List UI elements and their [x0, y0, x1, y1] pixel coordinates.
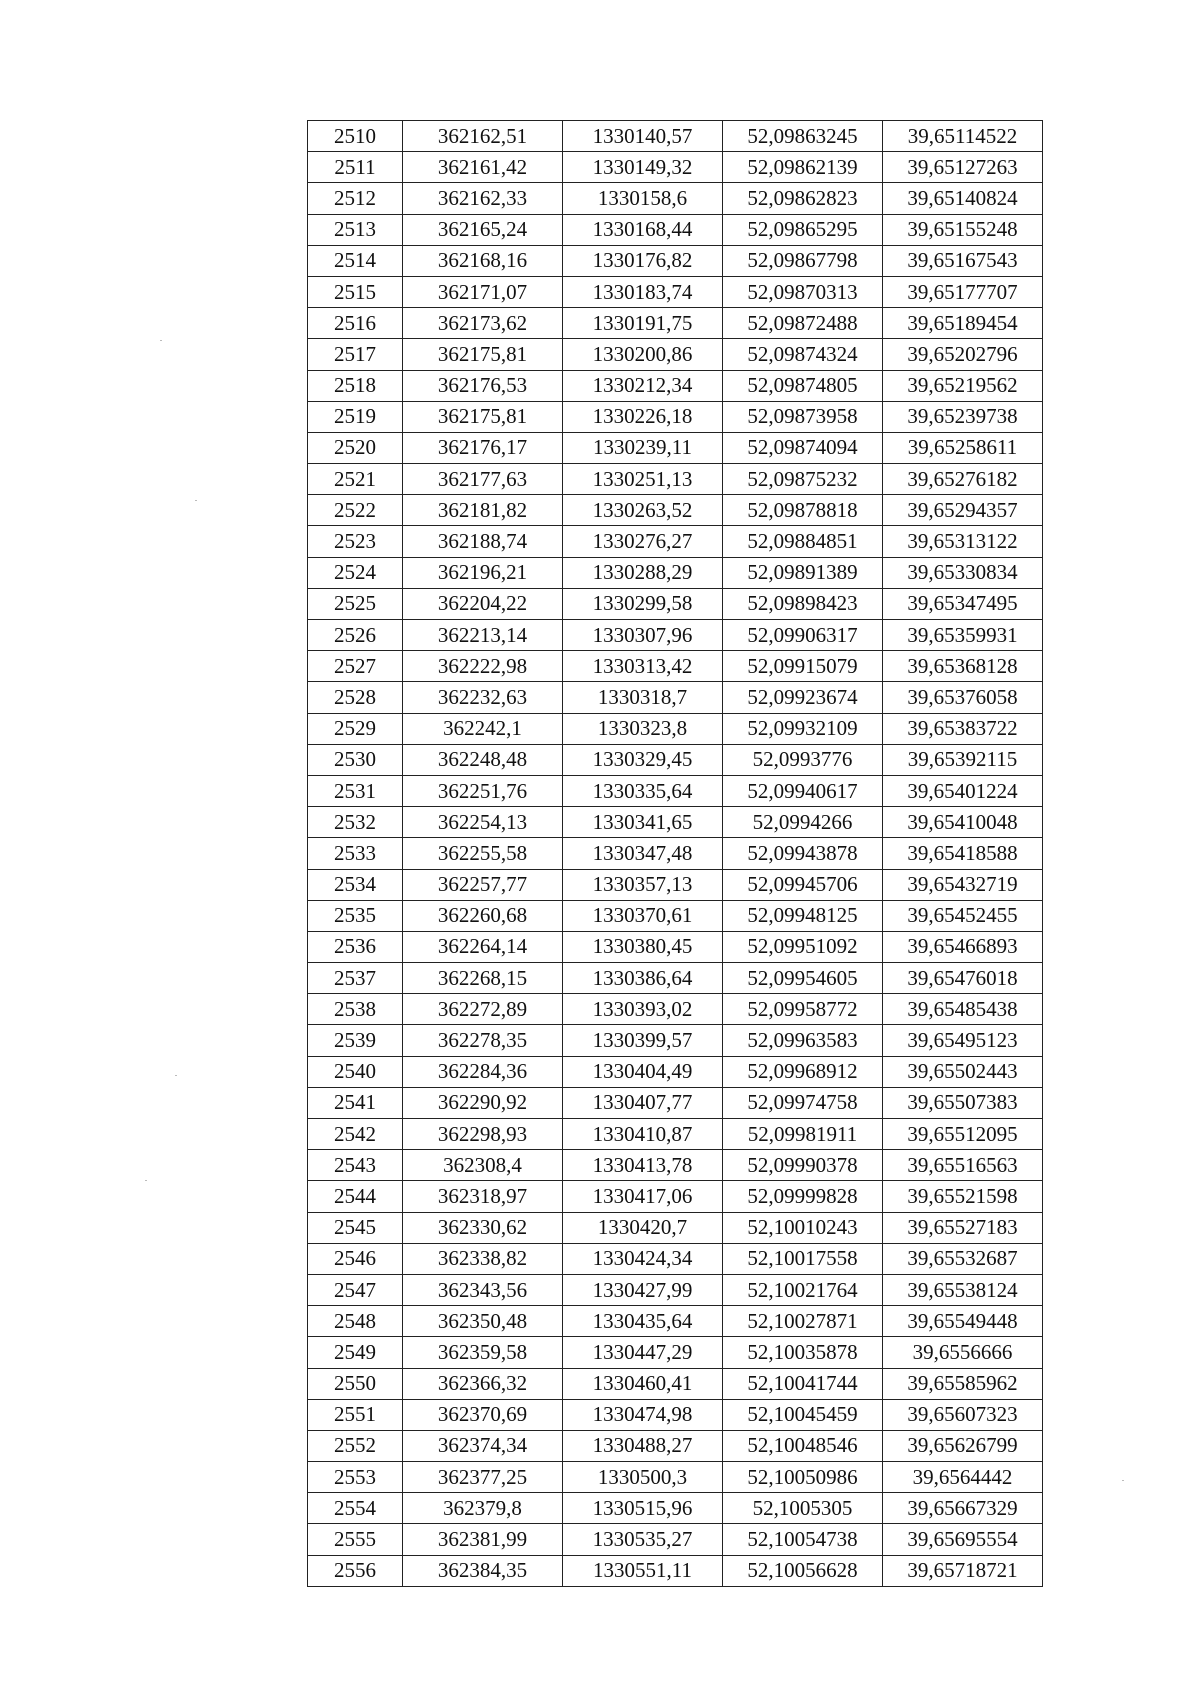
- longitude-cell: 39,65585962: [883, 1368, 1043, 1399]
- point-number-cell: 2538: [308, 994, 403, 1025]
- y-coordinate-cell: 1330329,45: [563, 744, 723, 775]
- table-row: [308, 401, 1043, 432]
- point-number-cell: 2526: [308, 620, 403, 651]
- point-number-cell: 2541: [308, 1087, 403, 1118]
- latitude-cell: 52,09915079: [723, 651, 883, 682]
- longitude-cell: 39,65607323: [883, 1399, 1043, 1430]
- table-row: [308, 807, 1043, 838]
- y-coordinate-cell: 1330226,18: [563, 401, 723, 432]
- point-number-cell: 2547: [308, 1274, 403, 1305]
- table-row: [308, 557, 1043, 588]
- table-row: [308, 1243, 1043, 1274]
- latitude-cell: 52,09951092: [723, 931, 883, 962]
- y-coordinate-cell: 1330447,29: [563, 1337, 723, 1368]
- x-coordinate-cell: 362381,99: [403, 1524, 563, 1555]
- longitude-cell: 39,65718721: [883, 1555, 1043, 1586]
- x-coordinate-cell: 362175,81: [403, 401, 563, 432]
- x-coordinate-cell: 362330,62: [403, 1212, 563, 1243]
- point-number-cell: 2537: [308, 963, 403, 994]
- longitude-cell: 39,65219562: [883, 370, 1043, 401]
- latitude-cell: 52,09974758: [723, 1087, 883, 1118]
- point-number-cell: 2517: [308, 339, 403, 370]
- point-number-cell: 2550: [308, 1368, 403, 1399]
- point-number-cell: 2554: [308, 1493, 403, 1524]
- latitude-cell: 52,10045459: [723, 1399, 883, 1430]
- latitude-cell: 52,09867798: [723, 245, 883, 276]
- longitude-cell: 39,65127263: [883, 152, 1043, 183]
- table-row: [308, 183, 1043, 214]
- point-number-cell: 2544: [308, 1181, 403, 1212]
- latitude-cell: 52,09870313: [723, 276, 883, 307]
- latitude-cell: 52,10035878: [723, 1337, 883, 1368]
- scan-speck: [1122, 1480, 1124, 1481]
- latitude-cell: 52,09981911: [723, 1119, 883, 1150]
- x-coordinate-cell: 362350,48: [403, 1306, 563, 1337]
- x-coordinate-cell: 362176,17: [403, 432, 563, 463]
- table-row: [308, 214, 1043, 245]
- x-coordinate-cell: 362181,82: [403, 495, 563, 526]
- point-number-cell: 2514: [308, 245, 403, 276]
- table-row: [308, 464, 1043, 495]
- longitude-cell: 39,65276182: [883, 464, 1043, 495]
- point-number-cell: 2539: [308, 1025, 403, 1056]
- point-number-cell: 2548: [308, 1306, 403, 1337]
- longitude-cell: 39,65376058: [883, 682, 1043, 713]
- longitude-cell: 39,65239738: [883, 401, 1043, 432]
- table-row: [308, 775, 1043, 806]
- x-coordinate-cell: 362251,76: [403, 775, 563, 806]
- x-coordinate-cell: 362308,4: [403, 1150, 563, 1181]
- y-coordinate-cell: 1330318,7: [563, 682, 723, 713]
- latitude-cell: 52,09906317: [723, 620, 883, 651]
- table-row: [308, 1306, 1043, 1337]
- x-coordinate-cell: 362338,82: [403, 1243, 563, 1274]
- point-number-cell: 2555: [308, 1524, 403, 1555]
- x-coordinate-cell: 362377,25: [403, 1462, 563, 1493]
- y-coordinate-cell: 1330370,61: [563, 900, 723, 931]
- latitude-cell: 52,09862139: [723, 152, 883, 183]
- point-number-cell: 2529: [308, 713, 403, 744]
- y-coordinate-cell: 1330460,41: [563, 1368, 723, 1399]
- latitude-cell: 52,09872488: [723, 308, 883, 339]
- latitude-cell: 52,09923674: [723, 682, 883, 713]
- coordinates-table: [307, 120, 1043, 1587]
- table-row: [308, 308, 1043, 339]
- y-coordinate-cell: 1330404,49: [563, 1056, 723, 1087]
- x-coordinate-cell: 362176,53: [403, 370, 563, 401]
- y-coordinate-cell: 1330407,77: [563, 1087, 723, 1118]
- table-row: [308, 900, 1043, 931]
- latitude-cell: 52,09963583: [723, 1025, 883, 1056]
- latitude-cell: 52,10054738: [723, 1524, 883, 1555]
- y-coordinate-cell: 1330410,87: [563, 1119, 723, 1150]
- latitude-cell: 52,09943878: [723, 838, 883, 869]
- table-row: [308, 994, 1043, 1025]
- longitude-cell: 39,65294357: [883, 495, 1043, 526]
- x-coordinate-cell: 362196,21: [403, 557, 563, 588]
- y-coordinate-cell: 1330435,64: [563, 1306, 723, 1337]
- point-number-cell: 2530: [308, 744, 403, 775]
- latitude-cell: 52,10010243: [723, 1212, 883, 1243]
- y-coordinate-cell: 1330307,96: [563, 620, 723, 651]
- x-coordinate-cell: 362162,51: [403, 121, 563, 152]
- y-coordinate-cell: 1330347,48: [563, 838, 723, 869]
- longitude-cell: 39,65140824: [883, 183, 1043, 214]
- y-coordinate-cell: 1330357,13: [563, 869, 723, 900]
- x-coordinate-cell: 362278,35: [403, 1025, 563, 1056]
- table-row: [308, 1430, 1043, 1461]
- y-coordinate-cell: 1330288,29: [563, 557, 723, 588]
- x-coordinate-cell: 362213,14: [403, 620, 563, 651]
- table-row: [308, 1399, 1043, 1430]
- table-row: [308, 121, 1043, 152]
- y-coordinate-cell: 1330176,82: [563, 245, 723, 276]
- longitude-cell: 39,65495123: [883, 1025, 1043, 1056]
- x-coordinate-cell: 362254,13: [403, 807, 563, 838]
- point-number-cell: 2524: [308, 557, 403, 588]
- latitude-cell: 52,09874805: [723, 370, 883, 401]
- x-coordinate-cell: 362272,89: [403, 994, 563, 1025]
- longitude-cell: 39,65521598: [883, 1181, 1043, 1212]
- latitude-cell: 52,09884851: [723, 526, 883, 557]
- y-coordinate-cell: 1330427,99: [563, 1274, 723, 1305]
- point-number-cell: 2511: [308, 152, 403, 183]
- point-number-cell: 2552: [308, 1430, 403, 1461]
- point-number-cell: 2525: [308, 588, 403, 619]
- x-coordinate-cell: 362165,24: [403, 214, 563, 245]
- y-coordinate-cell: 1330488,27: [563, 1430, 723, 1461]
- point-number-cell: 2553: [308, 1462, 403, 1493]
- y-coordinate-cell: 1330251,13: [563, 464, 723, 495]
- longitude-cell: 39,65695554: [883, 1524, 1043, 1555]
- y-coordinate-cell: 1330158,6: [563, 183, 723, 214]
- table-row: [308, 1119, 1043, 1150]
- latitude-cell: 52,09932109: [723, 713, 883, 744]
- latitude-cell: 52,10050986: [723, 1462, 883, 1493]
- table-row: [308, 1524, 1043, 1555]
- point-number-cell: 2533: [308, 838, 403, 869]
- point-number-cell: 2540: [308, 1056, 403, 1087]
- x-coordinate-cell: 362171,07: [403, 276, 563, 307]
- table-row: [308, 651, 1043, 682]
- latitude-cell: 52,0994266: [723, 807, 883, 838]
- point-number-cell: 2516: [308, 308, 403, 339]
- latitude-cell: 52,09878818: [723, 495, 883, 526]
- table-row: [308, 495, 1043, 526]
- x-coordinate-cell: 362242,1: [403, 713, 563, 744]
- x-coordinate-cell: 362175,81: [403, 339, 563, 370]
- x-coordinate-cell: 362343,56: [403, 1274, 563, 1305]
- latitude-cell: 52,0993776: [723, 744, 883, 775]
- latitude-cell: 52,09874324: [723, 339, 883, 370]
- longitude-cell: 39,65626799: [883, 1430, 1043, 1461]
- longitude-cell: 39,65401224: [883, 775, 1043, 806]
- y-coordinate-cell: 1330200,86: [563, 339, 723, 370]
- y-coordinate-cell: 1330299,58: [563, 588, 723, 619]
- table-row: [308, 276, 1043, 307]
- table-row: [308, 931, 1043, 962]
- longitude-cell: 39,65516563: [883, 1150, 1043, 1181]
- latitude-cell: 52,09954605: [723, 963, 883, 994]
- longitude-cell: 39,65532687: [883, 1243, 1043, 1274]
- x-coordinate-cell: 362260,68: [403, 900, 563, 931]
- y-coordinate-cell: 1330140,57: [563, 121, 723, 152]
- x-coordinate-cell: 362204,22: [403, 588, 563, 619]
- longitude-cell: 39,65432719: [883, 869, 1043, 900]
- table-row: [308, 1493, 1043, 1524]
- y-coordinate-cell: 1330239,11: [563, 432, 723, 463]
- coordinates-table-body: [308, 121, 1043, 1587]
- point-number-cell: 2510: [308, 121, 403, 152]
- longitude-cell: 39,65313122: [883, 526, 1043, 557]
- table-row: [308, 1181, 1043, 1212]
- point-number-cell: 2513: [308, 214, 403, 245]
- table-row: [308, 1025, 1043, 1056]
- point-number-cell: 2522: [308, 495, 403, 526]
- longitude-cell: 39,65359931: [883, 620, 1043, 651]
- x-coordinate-cell: 362284,36: [403, 1056, 563, 1087]
- point-number-cell: 2534: [308, 869, 403, 900]
- longitude-cell: 39,65383722: [883, 713, 1043, 744]
- table-row: [308, 526, 1043, 557]
- table-row: [308, 869, 1043, 900]
- longitude-cell: 39,65507383: [883, 1087, 1043, 1118]
- y-coordinate-cell: 1330413,78: [563, 1150, 723, 1181]
- x-coordinate-cell: 362384,35: [403, 1555, 563, 1586]
- x-coordinate-cell: 362298,93: [403, 1119, 563, 1150]
- latitude-cell: 52,09940617: [723, 775, 883, 806]
- x-coordinate-cell: 362232,63: [403, 682, 563, 713]
- y-coordinate-cell: 1330424,34: [563, 1243, 723, 1274]
- point-number-cell: 2519: [308, 401, 403, 432]
- y-coordinate-cell: 1330380,45: [563, 931, 723, 962]
- latitude-cell: 52,09873958: [723, 401, 883, 432]
- point-number-cell: 2543: [308, 1150, 403, 1181]
- point-number-cell: 2536: [308, 931, 403, 962]
- table-row: [308, 620, 1043, 651]
- point-number-cell: 2551: [308, 1399, 403, 1430]
- y-coordinate-cell: 1330341,65: [563, 807, 723, 838]
- longitude-cell: 39,65538124: [883, 1274, 1043, 1305]
- latitude-cell: 52,09990378: [723, 1150, 883, 1181]
- x-coordinate-cell: 362161,42: [403, 152, 563, 183]
- longitude-cell: 39,65667329: [883, 1493, 1043, 1524]
- point-number-cell: 2523: [308, 526, 403, 557]
- latitude-cell: 52,09875232: [723, 464, 883, 495]
- point-number-cell: 2512: [308, 183, 403, 214]
- latitude-cell: 52,09898423: [723, 588, 883, 619]
- longitude-cell: 39,65202796: [883, 339, 1043, 370]
- y-coordinate-cell: 1330535,27: [563, 1524, 723, 1555]
- x-coordinate-cell: 362264,14: [403, 931, 563, 962]
- y-coordinate-cell: 1330417,06: [563, 1181, 723, 1212]
- x-coordinate-cell: 362257,77: [403, 869, 563, 900]
- longitude-cell: 39,65368128: [883, 651, 1043, 682]
- latitude-cell: 52,09874094: [723, 432, 883, 463]
- latitude-cell: 52,09891389: [723, 557, 883, 588]
- table-row: [308, 1368, 1043, 1399]
- point-number-cell: 2531: [308, 775, 403, 806]
- longitude-cell: 39,65512095: [883, 1119, 1043, 1150]
- longitude-cell: 39,65114522: [883, 121, 1043, 152]
- y-coordinate-cell: 1330313,42: [563, 651, 723, 682]
- x-coordinate-cell: 362268,15: [403, 963, 563, 994]
- table-row: [308, 245, 1043, 276]
- latitude-cell: 52,09968912: [723, 1056, 883, 1087]
- scan-speck: [160, 340, 162, 341]
- point-number-cell: 2542: [308, 1119, 403, 1150]
- latitude-cell: 52,09863245: [723, 121, 883, 152]
- point-number-cell: 2518: [308, 370, 403, 401]
- latitude-cell: 52,1005305: [723, 1493, 883, 1524]
- longitude-cell: 39,65155248: [883, 214, 1043, 245]
- longitude-cell: 39,65347495: [883, 588, 1043, 619]
- latitude-cell: 52,10021764: [723, 1274, 883, 1305]
- longitude-cell: 39,65502443: [883, 1056, 1043, 1087]
- point-number-cell: 2546: [308, 1243, 403, 1274]
- y-coordinate-cell: 1330149,32: [563, 152, 723, 183]
- point-number-cell: 2556: [308, 1555, 403, 1586]
- x-coordinate-cell: 362168,16: [403, 245, 563, 276]
- latitude-cell: 52,10056628: [723, 1555, 883, 1586]
- table-row: [308, 1150, 1043, 1181]
- y-coordinate-cell: 1330191,75: [563, 308, 723, 339]
- point-number-cell: 2532: [308, 807, 403, 838]
- y-coordinate-cell: 1330500,3: [563, 1462, 723, 1493]
- table-row: [308, 1555, 1043, 1586]
- table-row: [308, 432, 1043, 463]
- longitude-cell: 39,65466893: [883, 931, 1043, 962]
- x-coordinate-cell: 362370,69: [403, 1399, 563, 1430]
- x-coordinate-cell: 362173,62: [403, 308, 563, 339]
- y-coordinate-cell: 1330335,64: [563, 775, 723, 806]
- y-coordinate-cell: 1330386,64: [563, 963, 723, 994]
- y-coordinate-cell: 1330183,74: [563, 276, 723, 307]
- table-row: [308, 963, 1043, 994]
- latitude-cell: 52,09999828: [723, 1181, 883, 1212]
- latitude-cell: 52,10017558: [723, 1243, 883, 1274]
- longitude-cell: 39,65392115: [883, 744, 1043, 775]
- longitude-cell: 39,6556666: [883, 1337, 1043, 1368]
- x-coordinate-cell: 362222,98: [403, 651, 563, 682]
- x-coordinate-cell: 362318,97: [403, 1181, 563, 1212]
- table-row: [308, 370, 1043, 401]
- x-coordinate-cell: 362255,58: [403, 838, 563, 869]
- longitude-cell: 39,65549448: [883, 1306, 1043, 1337]
- longitude-cell: 39,65485438: [883, 994, 1043, 1025]
- latitude-cell: 52,10048546: [723, 1430, 883, 1461]
- longitude-cell: 39,65167543: [883, 245, 1043, 276]
- longitude-cell: 39,65330834: [883, 557, 1043, 588]
- y-coordinate-cell: 1330551,11: [563, 1555, 723, 1586]
- table-row: [308, 152, 1043, 183]
- point-number-cell: 2535: [308, 900, 403, 931]
- y-coordinate-cell: 1330399,57: [563, 1025, 723, 1056]
- y-coordinate-cell: 1330263,52: [563, 495, 723, 526]
- latitude-cell: 52,09862823: [723, 183, 883, 214]
- latitude-cell: 52,10041744: [723, 1368, 883, 1399]
- y-coordinate-cell: 1330474,98: [563, 1399, 723, 1430]
- longitude-cell: 39,65189454: [883, 308, 1043, 339]
- y-coordinate-cell: 1330168,44: [563, 214, 723, 245]
- table-row: [308, 1274, 1043, 1305]
- point-number-cell: 2521: [308, 464, 403, 495]
- point-number-cell: 2549: [308, 1337, 403, 1368]
- table-row: [308, 1056, 1043, 1087]
- scan-speck: [145, 1180, 147, 1181]
- longitude-cell: 39,65527183: [883, 1212, 1043, 1243]
- longitude-cell: 39,65410048: [883, 807, 1043, 838]
- y-coordinate-cell: 1330515,96: [563, 1493, 723, 1524]
- scan-speck: [175, 1075, 177, 1076]
- table-row: [308, 838, 1043, 869]
- longitude-cell: 39,65258611: [883, 432, 1043, 463]
- y-coordinate-cell: 1330393,02: [563, 994, 723, 1025]
- longitude-cell: 39,65452455: [883, 900, 1043, 931]
- table-row: [308, 1462, 1043, 1493]
- x-coordinate-cell: 362188,74: [403, 526, 563, 557]
- table-row: [308, 339, 1043, 370]
- point-number-cell: 2515: [308, 276, 403, 307]
- x-coordinate-cell: 362366,32: [403, 1368, 563, 1399]
- longitude-cell: 39,65476018: [883, 963, 1043, 994]
- y-coordinate-cell: 1330212,34: [563, 370, 723, 401]
- latitude-cell: 52,09945706: [723, 869, 883, 900]
- table-row: [308, 1212, 1043, 1243]
- table-row: [308, 1087, 1043, 1118]
- table-row: [308, 1337, 1043, 1368]
- x-coordinate-cell: 362177,63: [403, 464, 563, 495]
- latitude-cell: 52,09958772: [723, 994, 883, 1025]
- scan-speck: [195, 500, 197, 501]
- table-row: [308, 713, 1043, 744]
- table-row: [308, 744, 1043, 775]
- longitude-cell: 39,65418588: [883, 838, 1043, 869]
- x-coordinate-cell: 362162,33: [403, 183, 563, 214]
- x-coordinate-cell: 362379,8: [403, 1493, 563, 1524]
- point-number-cell: 2528: [308, 682, 403, 713]
- latitude-cell: 52,09865295: [723, 214, 883, 245]
- point-number-cell: 2527: [308, 651, 403, 682]
- table-row: [308, 682, 1043, 713]
- latitude-cell: 52,09948125: [723, 900, 883, 931]
- y-coordinate-cell: 1330276,27: [563, 526, 723, 557]
- x-coordinate-cell: 362248,48: [403, 744, 563, 775]
- point-number-cell: 2545: [308, 1212, 403, 1243]
- x-coordinate-cell: 362290,92: [403, 1087, 563, 1118]
- y-coordinate-cell: 1330420,7: [563, 1212, 723, 1243]
- y-coordinate-cell: 1330323,8: [563, 713, 723, 744]
- latitude-cell: 52,10027871: [723, 1306, 883, 1337]
- table-row: [308, 588, 1043, 619]
- longitude-cell: 39,65177707: [883, 276, 1043, 307]
- x-coordinate-cell: 362374,34: [403, 1430, 563, 1461]
- x-coordinate-cell: 362359,58: [403, 1337, 563, 1368]
- point-number-cell: 2520: [308, 432, 403, 463]
- longitude-cell: 39,6564442: [883, 1462, 1043, 1493]
